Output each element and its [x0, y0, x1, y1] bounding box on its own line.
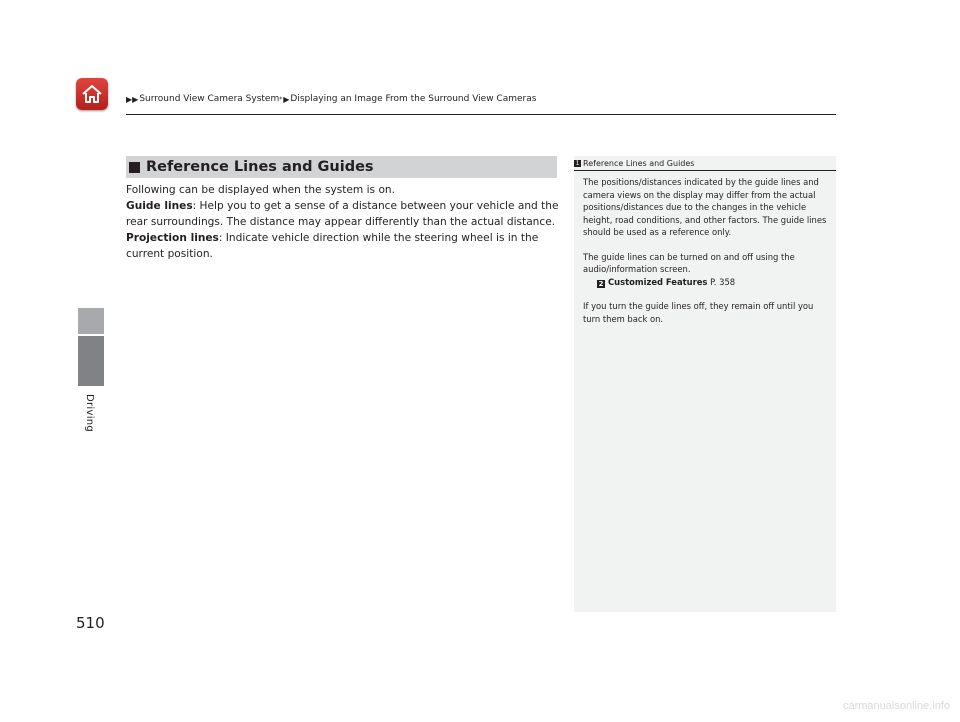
projection-lines-item [126, 230, 566, 262]
breadcrumb-subsection[interactable]: Displaying an Image From the Surround View Cameras [290, 94, 537, 104]
chapter-tab-upper [78, 308, 104, 334]
cross-reference-label: Customized Features [608, 276, 708, 287]
sidebar-note-title: Reference Lines and Guides [583, 158, 695, 168]
cross-reference-link[interactable] [583, 276, 829, 289]
watermark: carmanualsonline.info [842, 700, 950, 712]
home-icon [81, 84, 103, 104]
note-marker-icon: 1 [575, 159, 580, 167]
reference-arrow-icon: 2 [598, 279, 604, 288]
projection-lines-desc: : Indicate vehicle direction while the steering wheel is in the current position. [126, 232, 539, 260]
note-paragraph-1: The positions/distances indicated by the guide lines and camera views on the display may differ from the actual positions/distances due to the changes in the vehicle height, road conditions, and other factors. The guide lines should be used as a reference only. [583, 177, 827, 237]
guide-lines-desc: : Help you to get a sense of a distance between your vehicle and the rear surroundings. The distance may appear differently than the actual distance. [126, 200, 559, 228]
arrow-icon: ▶ [283, 94, 290, 104]
page-number: 510 [76, 614, 105, 632]
header-rule [126, 114, 836, 115]
note-paragraph-2: The guide lines can be turned on and off using the audio/information screen. [583, 251, 795, 274]
sidebar-note-header [574, 156, 836, 171]
cross-reference-page: P. 358 [710, 276, 736, 287]
chapter-label: Driving [84, 394, 95, 433]
double-arrow-icon: ▶▶ [126, 94, 139, 104]
intro-text: Following can be displayed when the system is on. [126, 184, 396, 196]
guide-lines-item [126, 198, 566, 230]
projection-lines-term: Projection lines [126, 232, 219, 244]
chapter-tab-current[interactable] [78, 336, 104, 386]
optional-equipment-mark: * [279, 95, 283, 103]
section-title: Reference Lines and Guides [146, 159, 374, 175]
breadcrumb [126, 94, 536, 104]
note-paragraph-3: If you turn the guide lines off, they remain off until you turn them back on. [583, 301, 814, 324]
guide-lines-term: Guide lines [126, 200, 193, 212]
home-button[interactable] [76, 78, 108, 110]
breadcrumb-section[interactable]: Surround View Camera System [139, 94, 280, 104]
sidebar-note-body [583, 176, 829, 325]
section-body [126, 182, 566, 262]
section-header [126, 156, 557, 178]
section-square-icon [129, 162, 140, 173]
sidebar-note [574, 156, 836, 612]
